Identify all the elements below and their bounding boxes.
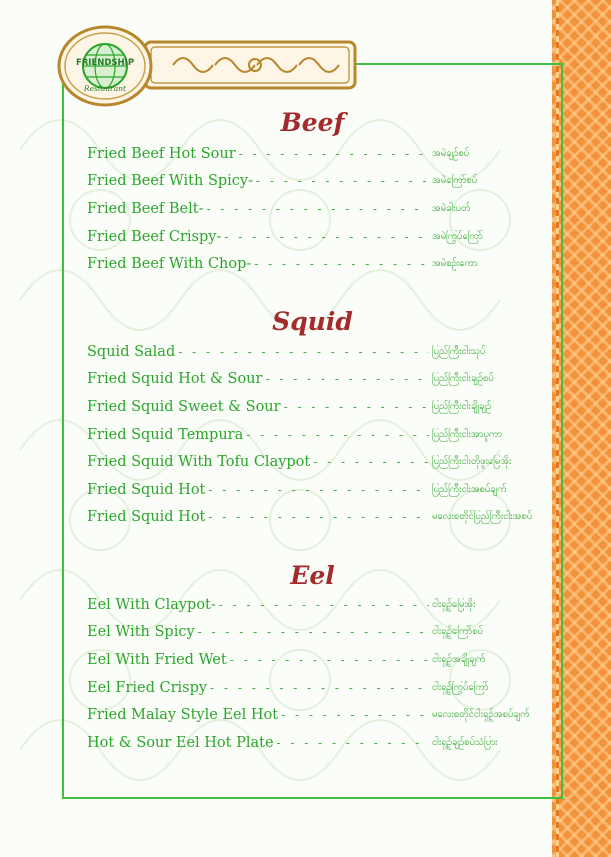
list-item: Fried Malay Style Eel Hot - - - မလေးစတိုင်ငါးရှဉ့်အစပ်ချက် (87, 701, 547, 729)
section-title-beef: Beef (280, 108, 345, 137)
eel-menu-list (87, 591, 547, 757)
list-item: Fried Squid Sweet & Sour - - - ပြည်ကြီးငါးချိုချဉ် (87, 393, 547, 421)
list-item: Fried Squid Hot & Sour - - - ပြည်ကြီးငါးချဉ်စပ် (87, 366, 547, 394)
logo-name: FRIENDSHIP (75, 58, 135, 68)
list-item: Fried Beef Hot Sour - - - အမဲချဉ်စပ် (87, 140, 547, 168)
squid-menu-list (87, 338, 547, 531)
logo-subtitle: Restaurant (83, 84, 127, 93)
list-item: Fried Beef Belt- - - - အမဲခါးပတ် (87, 195, 547, 223)
list-item: Fried Squid Hot - - - ပြည်ကြီးငါးအစပ်ချက် (87, 476, 547, 504)
section-title-squid: Squid (272, 307, 353, 336)
restaurant-logo-plate (55, 25, 360, 107)
list-item: Eel With Claypot- - - - ငါးရှဉ့်မြေအိုး (87, 591, 547, 619)
section-title-eel: Eel (290, 561, 335, 590)
list-item: Eel With Spicy - - - ငါးရှဉ့်ကြော်စပ် (87, 619, 547, 647)
beef-menu-list (87, 140, 547, 278)
list-item: Eel With Fried Wet - - - ငါးရှဉ့်အချိုချက် (87, 646, 547, 674)
list-item: Eel Fried Crispy - - - ငါးရှဉ့်ကြွပ်ကြော် (87, 674, 547, 702)
list-item: Fried Squid Tempura - - - ပြည်ကြီးငါးအာပူကာ (87, 421, 547, 449)
list-item: Fried Beef Crispy- - - - အမဲကြွပ်ကြော် (87, 223, 547, 251)
list-item: Hot & Sour Eel Hot Plate - - - ငါးရှဉ့်ချဉ်စပ်သံပြား (87, 729, 547, 757)
list-item: Fried Squid With Tofu Claypot - - - ပြည်ကြီးငါးတိုဖူးမြေအိုး (87, 448, 547, 476)
list-item: Fried Squid Hot - - - မလေးစတိုင်ပြည်ကြီးငါးအစပ် (87, 504, 547, 532)
list-item: Fried Beef With Spicy- - - - အမဲကြော်စပ် (87, 168, 547, 196)
list-item: Fried Beef With Chop- - - - အမဲစဉ်းကော (87, 250, 547, 278)
list-item: Squid Salad - - - ပြည်ကြီးငါးသုပ် (87, 338, 547, 366)
